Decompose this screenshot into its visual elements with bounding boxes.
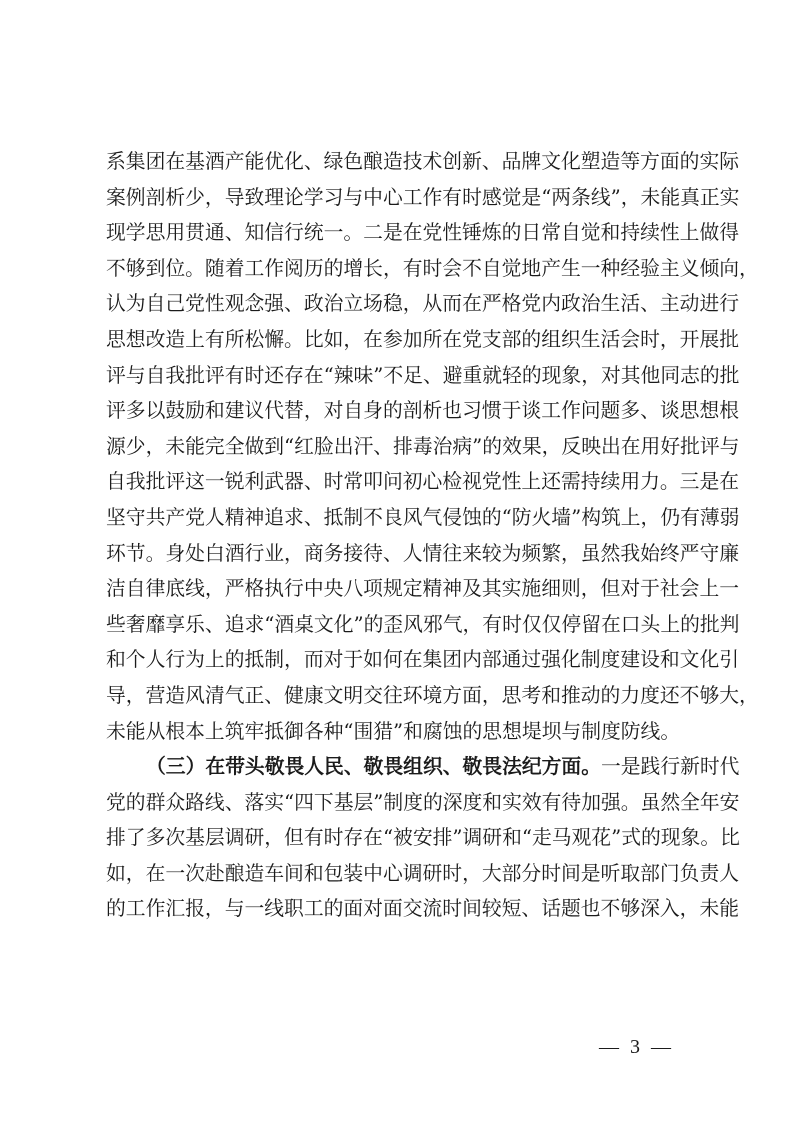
paragraph-2-first-line-text: 一是践行新时代 bbox=[600, 755, 740, 779]
document-body bbox=[106, 144, 759, 927]
text-line: 和个人行为上的抵制，而对于如何在集团内部通过强化制度建设和文化引 bbox=[106, 648, 740, 672]
text-line: 导，营造风清气正、健康文明交往环境方面，思考和推动的力度还不够大， bbox=[106, 683, 759, 707]
text-line: 源少，未能完全做到“红脸出汗、排毒治病”的效果，反映出在用好批评与 bbox=[106, 434, 740, 458]
text-line: 案例剖析少，导致理论学习与中心工作有时感觉是“两条线”，未能真正实 bbox=[106, 185, 740, 209]
text-line: 些奢靡享乐、追求“酒桌文化”的歪风邪气，有时仅仅停留在口头上的批判 bbox=[106, 612, 740, 636]
text-line: 排了多次基层调研，但有时存在“被安排”调研和“走马观花”式的现象。比 bbox=[106, 826, 740, 850]
text-line: 不够到位。随着工作阅历的增长，有时会不自觉地产生一种经验主义倾向， bbox=[106, 256, 759, 280]
text-line: 洁自律底线，严格执行中央八项规定精神及其实施细则，但对于社会上一 bbox=[106, 577, 740, 601]
text-line: 评与自我批评有时还存在“辣味”不足、避重就轻的现象，对其他同志的批 bbox=[106, 363, 740, 387]
paragraph-1 bbox=[106, 144, 759, 749]
text-line: 环节。身处白酒行业，商务接待、人情往来较为频繁，虽然我始终严守廉 bbox=[106, 541, 740, 565]
text-line: 党的群众路线、落实“四下基层”制度的深度和实效有待加强。虽然全年安 bbox=[106, 790, 740, 814]
text-line: 思想改造上有所松懈。比如，在参加所在党支部的组织生活会时，开展批 bbox=[106, 327, 740, 351]
text-line: 评多以鼓励和建议代替，对自身的剖析也习惯于谈工作问题多、谈思想根 bbox=[106, 399, 740, 423]
text-line: 坚守共产党人精神追求、抵制不良风气侵蚀的“防火墙”构筑上，仍有薄弱 bbox=[106, 505, 740, 529]
text-line: 认为自己党性观念强、政治立场稳，从而在严格党内政治生活、主动进行 bbox=[106, 292, 740, 316]
paragraph-2 bbox=[106, 749, 740, 927]
text-line: 的工作汇报，与一线职工的面对面交流时间较短、话题也不够深入，未能 bbox=[106, 897, 740, 921]
section-heading: （三）在带头敬畏人民、敬畏组织、敬畏法纪方面。 bbox=[146, 754, 601, 779]
text-line: 现学思用贯通、知信行统一。二是在党性锤炼的日常自觉和持续性上做得 bbox=[106, 221, 740, 245]
paragraph-2-first-line bbox=[106, 749, 740, 785]
page-number: — 3 — bbox=[599, 1036, 674, 1058]
text-line: 未能从根本上筑牢抵御各种“围猎”和腐蚀的思想堤坝与制度防线。 bbox=[106, 719, 681, 743]
text-line: 如，在一次赴酿造车间和包装中心调研时，大部分时间是听取部门负责人 bbox=[106, 861, 740, 885]
text-line: 自我批评这一锐利武器、时常叩问初心检视党性上还需持续用力。三是在 bbox=[106, 470, 740, 494]
text-line: 系集团在基酒产能优化、绿色酿造技术创新、品牌文化塑造等方面的实际 bbox=[106, 150, 740, 173]
